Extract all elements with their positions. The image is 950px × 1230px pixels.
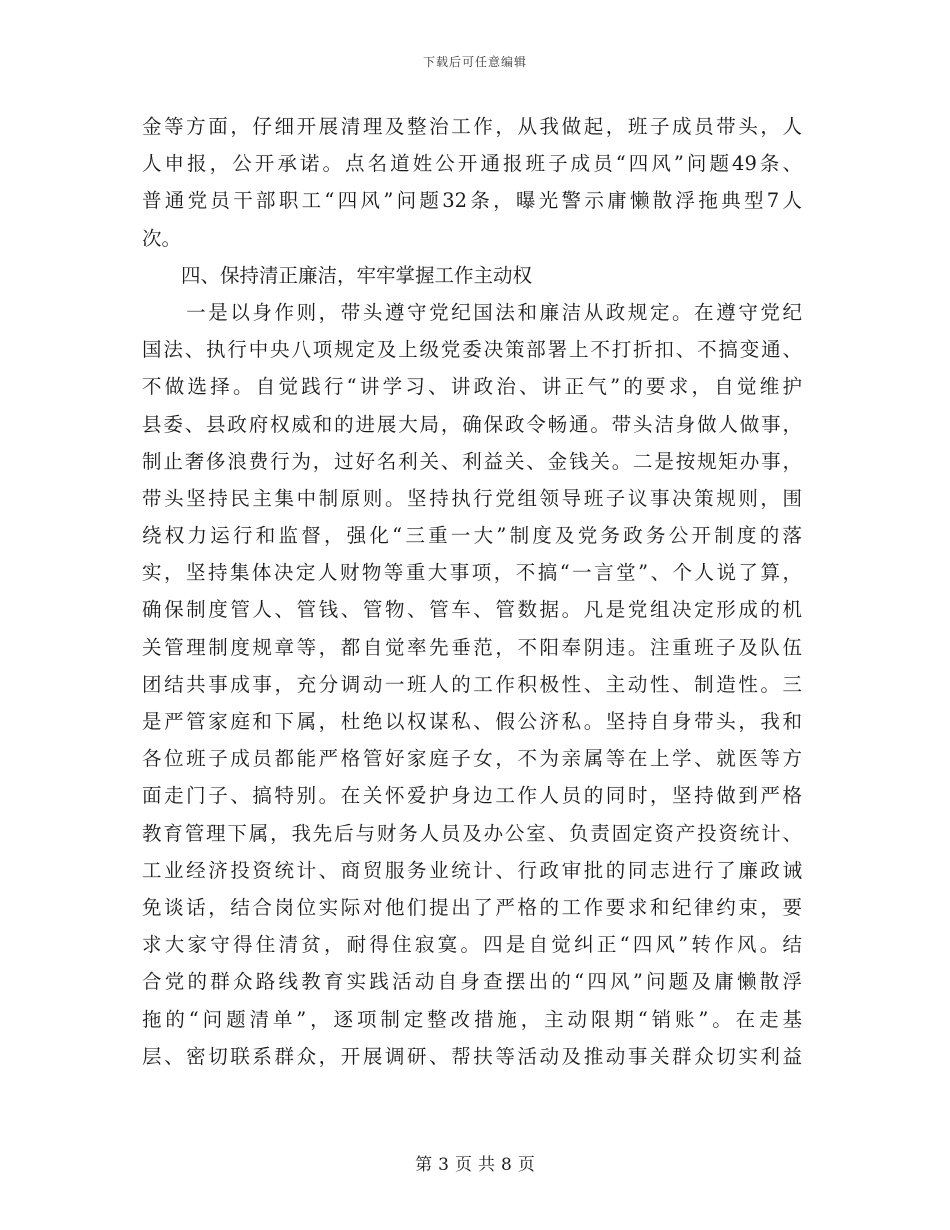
paragraph-line: 面走门子、搞特别。在关怀爱护身边工作人员的同时，坚持做到严格 <box>142 784 802 808</box>
paragraph-line: 绕权力运行和监督，强化“三重一大”制度及党务政务公开制度的落 <box>142 524 802 548</box>
paragraph-line: 次。 <box>142 226 182 250</box>
paragraph-line: 层、密切联系群众，开展调研、帮扶等活动及推动事关群众切实利益 <box>142 1044 802 1068</box>
footer-page-word: 页 <box>455 1155 472 1175</box>
page-number-footer <box>0 1150 950 1175</box>
footer-total-word: 共 <box>478 1155 495 1175</box>
paragraph-line: 县委、县政府权威和的进展大局，确保政令畅通。带头洁身做人做事， <box>142 412 802 436</box>
paragraph-line: 带头坚持民主集中制原则。坚持执行党组领导班子议事决策规则，围 <box>142 486 802 510</box>
paragraph-line: 一是以身作则，带头遵守党纪国法和廉洁从政规定。在遵守党纪 <box>142 300 802 324</box>
paragraph-line: 求大家守得住清贫，耐得住寂寞。四是自觉纠正“四风”转作风。结 <box>142 933 802 957</box>
current-page-number: 3 <box>438 1155 449 1175</box>
paragraph-line: 教育管理下属，我先后与财务人员及办公室、负责固定资产投资统计、 <box>142 821 802 845</box>
paragraph-line: 工业经济投资统计、商贸服务业统计、行政审批的同志进行了廉政诫 <box>142 858 802 882</box>
document-body <box>142 108 802 1075</box>
paragraph-line: 团结共事成事，充分调动一班人的工作积极性、主动性、制造性。三 <box>142 672 802 696</box>
paragraph-line: 关管理制度规章等，都自觉率先垂范，不阳奉阴违。注重班子及队伍 <box>142 635 802 659</box>
paragraph-line: 不做选择。自觉践行“讲学习、讲政治、讲正气”的要求，自觉维护 <box>142 375 802 399</box>
paragraph-line: 确保制度管人、管钱、管物、管车、管数据。凡是党组决定形成的机 <box>142 598 802 622</box>
paragraph-line: 实，坚持集体决定人财物等重大事项，不搞“一言堂”、个人说了算， <box>142 561 802 585</box>
paragraph-line: 金等方面，仔细开展清理及整治工作，从我做起，班子成员带头，人 <box>142 115 802 138</box>
section-heading: 四、保持清正廉洁，牢牢掌握工作主动权 <box>142 263 533 287</box>
paragraph-line: 普通党员干部职工“四风”问题32条，曝光警示庸懒散浮拖典型7人 <box>142 189 802 213</box>
paragraph-line: 免谈话，结合岗位实际对他们提出了严格的工作要求和纪律约束，要 <box>142 895 802 919</box>
paragraph-line: 国法、执行中央八项规定及上级党委决策部署上不打折扣、不搞变通、 <box>142 338 802 362</box>
total-page-number: 8 <box>501 1155 512 1175</box>
paragraph-line: 各位班子成员都能严格管好家庭子女，不为亲属等在上学、就医等方 <box>142 747 802 771</box>
footer-prefix: 第 <box>415 1155 433 1175</box>
paragraph-line: 是严管家庭和下属，杜绝以权谋私、假公济私。坚持自身带头，我和 <box>142 710 802 733</box>
footer-suffix: 页 <box>517 1155 535 1175</box>
page-header-note: 下载后可任意编辑 <box>422 55 527 69</box>
paragraph-line: 人申报，公开承诺。点名道姓公开通报班子成员“四风”问题49条、 <box>142 152 802 176</box>
paragraph-line: 制止奢侈浪费行为，过好名利关、利益关、金钱关。二是按规矩办事， <box>142 449 802 473</box>
paragraph-line: 拖的“问题清单”，逐项制定整改措施，主动限期“销账”。在走基 <box>142 1007 802 1031</box>
paragraph-line: 合党的群众路线教育实践活动自身查摆出的“四风”问题及庸懒散浮 <box>142 970 802 994</box>
